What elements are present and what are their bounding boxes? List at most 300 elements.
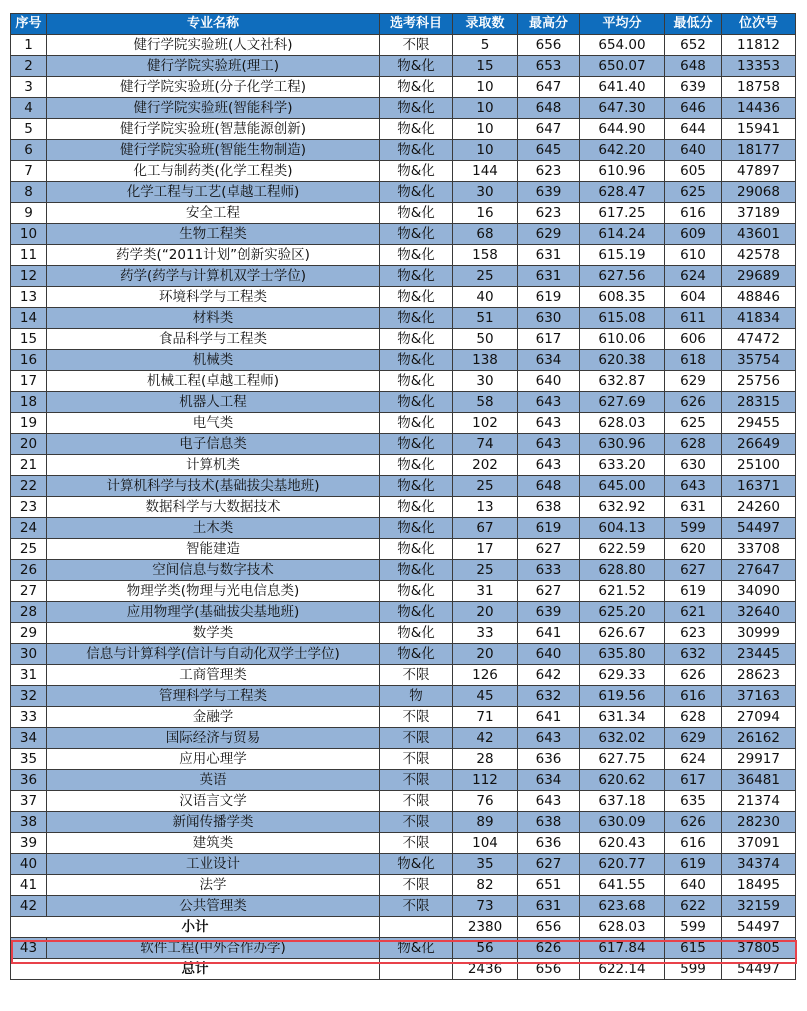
cell-rank: 42578 [722, 245, 796, 266]
cell-rank: 27647 [722, 560, 796, 581]
cell-avg: 641.55 [580, 875, 665, 896]
cell-index: 36 [11, 770, 47, 791]
cell-avg: 632.92 [580, 497, 665, 518]
cell-subjects: 物&化 [380, 77, 453, 98]
table-row [11, 98, 796, 119]
cell-avg: 630.09 [580, 812, 665, 833]
cell-avg: 627.56 [580, 266, 665, 287]
cell-min: 626 [665, 812, 722, 833]
cell-max: 636 [518, 833, 580, 854]
cell-major: 土木类 [47, 518, 380, 539]
cell-major: 机器人工程 [47, 392, 380, 413]
table-row [11, 266, 796, 287]
cell-major: 金融学 [47, 707, 380, 728]
cell-subjects: 物&化 [380, 392, 453, 413]
cell-max: 639 [518, 602, 580, 623]
cell-min: 610 [665, 245, 722, 266]
cell-count: 58 [453, 392, 518, 413]
cell-avg: 608.35 [580, 287, 665, 308]
cell-rank: 27094 [722, 707, 796, 728]
cell-major: 材料类 [47, 308, 380, 329]
cell-min: 599 [665, 518, 722, 539]
cell-min: 621 [665, 602, 722, 623]
table-row [11, 308, 796, 329]
cell-min: 617 [665, 770, 722, 791]
cell-count: 30 [453, 371, 518, 392]
col-index: 序号 [11, 14, 47, 35]
cell-count: 112 [453, 770, 518, 791]
cell-index: 28 [11, 602, 47, 623]
total-row [11, 959, 796, 980]
cell-major: 国际经济与贸易 [47, 728, 380, 749]
cell-major: 化工与制药类(化学工程类) [47, 161, 380, 182]
cell-count: 40 [453, 287, 518, 308]
cell-avg: 630.96 [580, 434, 665, 455]
cell-index: 9 [11, 203, 47, 224]
cell-major: 英语 [47, 770, 380, 791]
cell-rank: 36481 [722, 770, 796, 791]
subtotal-label: 小计 [11, 917, 380, 938]
cell-avg: 604.13 [580, 518, 665, 539]
cell-major: 健行学院实验班(理工) [47, 56, 380, 77]
cell-min: 625 [665, 182, 722, 203]
cell-rank: 21374 [722, 791, 796, 812]
table-row [11, 665, 796, 686]
cell-subjects: 物&化 [380, 224, 453, 245]
cell-count: 104 [453, 833, 518, 854]
cell-min: 609 [665, 224, 722, 245]
cell-max: 656 [518, 917, 580, 938]
cell-min: 604 [665, 287, 722, 308]
cell-major: 物理学类(物理与光电信息类) [47, 581, 380, 602]
cell-min: 626 [665, 392, 722, 413]
cell-count: 89 [453, 812, 518, 833]
cell-subjects: 物&化 [380, 245, 453, 266]
cell-min: 644 [665, 119, 722, 140]
table-row [11, 854, 796, 875]
col-rank: 位次号 [722, 14, 796, 35]
col-major: 专业名称 [47, 14, 380, 35]
cell-min: 623 [665, 623, 722, 644]
table-row [11, 287, 796, 308]
cell-rank: 29917 [722, 749, 796, 770]
cell-count: 126 [453, 665, 518, 686]
cell-index: 4 [11, 98, 47, 119]
cell-major: 健行学院实验班(分子化学工程) [47, 77, 380, 98]
cell-min: 643 [665, 476, 722, 497]
cell-major: 计算机类 [47, 455, 380, 476]
cell-max: 641 [518, 623, 580, 644]
cell-count: 20 [453, 602, 518, 623]
cell-rank: 41834 [722, 308, 796, 329]
cell-avg: 632.02 [580, 728, 665, 749]
cell-subjects: 不限 [380, 896, 453, 917]
cell-subjects: 物&化 [380, 371, 453, 392]
cell-avg: 625.20 [580, 602, 665, 623]
table-row [11, 350, 796, 371]
cell-major: 工商管理类 [47, 665, 380, 686]
cell-major: 空间信息与数字技术 [47, 560, 380, 581]
cell-subjects: 物&化 [380, 119, 453, 140]
cell-max: 651 [518, 875, 580, 896]
cell-index: 37 [11, 791, 47, 812]
cell-max: 643 [518, 728, 580, 749]
cell-subjects: 不限 [380, 35, 453, 56]
cell-max: 632 [518, 686, 580, 707]
cell-major: 健行学院实验班(智能科学) [47, 98, 380, 119]
cell-min: 606 [665, 329, 722, 350]
cell-max: 627 [518, 854, 580, 875]
cell-max: 638 [518, 497, 580, 518]
cell-subjects [380, 917, 453, 938]
table-row [11, 539, 796, 560]
cell-subjects: 物&化 [380, 455, 453, 476]
cell-major: 应用物理学(基础拔尖基地班) [47, 602, 380, 623]
cell-index: 15 [11, 329, 47, 350]
cell-count: 20 [453, 644, 518, 665]
cell-avg: 614.24 [580, 224, 665, 245]
cell-min: 616 [665, 833, 722, 854]
cell-avg: 615.19 [580, 245, 665, 266]
cell-min: 619 [665, 854, 722, 875]
cell-max: 639 [518, 182, 580, 203]
cell-index: 22 [11, 476, 47, 497]
table-row [11, 602, 796, 623]
cell-index: 42 [11, 896, 47, 917]
cell-subjects: 物&化 [380, 308, 453, 329]
cell-avg: 628.47 [580, 182, 665, 203]
cell-rank: 23445 [722, 644, 796, 665]
table-row [11, 329, 796, 350]
cell-avg: 620.77 [580, 854, 665, 875]
cell-index: 16 [11, 350, 47, 371]
cell-min: 605 [665, 161, 722, 182]
table-row [11, 791, 796, 812]
cell-major: 数学类 [47, 623, 380, 644]
cell-rank: 37189 [722, 203, 796, 224]
cell-index: 35 [11, 749, 47, 770]
cell-min: 620 [665, 539, 722, 560]
cell-rank: 15941 [722, 119, 796, 140]
cell-count: 31 [453, 581, 518, 602]
cell-index: 17 [11, 371, 47, 392]
table-row [11, 371, 796, 392]
cell-avg: 650.07 [580, 56, 665, 77]
cell-min: 630 [665, 455, 722, 476]
cell-count: 82 [453, 875, 518, 896]
cell-major: 电气类 [47, 413, 380, 434]
table-row [11, 749, 796, 770]
cell-rank: 13353 [722, 56, 796, 77]
cell-subjects: 物&化 [380, 56, 453, 77]
cell-min: 629 [665, 371, 722, 392]
cell-major: 电子信息类 [47, 434, 380, 455]
table-row [11, 224, 796, 245]
cell-avg: 632.87 [580, 371, 665, 392]
cell-rank: 37805 [722, 938, 796, 959]
cell-index: 2 [11, 56, 47, 77]
cell-max: 634 [518, 770, 580, 791]
cell-count: 51 [453, 308, 518, 329]
cell-max: 640 [518, 644, 580, 665]
table-row [11, 644, 796, 665]
cell-index: 6 [11, 140, 47, 161]
cell-min: 629 [665, 728, 722, 749]
cell-subjects: 物&化 [380, 623, 453, 644]
cell-subjects: 物&化 [380, 581, 453, 602]
cell-rank: 26649 [722, 434, 796, 455]
cell-count: 71 [453, 707, 518, 728]
cell-subjects: 物&化 [380, 854, 453, 875]
cell-rank: 25100 [722, 455, 796, 476]
cell-rank: 29068 [722, 182, 796, 203]
cell-index: 14 [11, 308, 47, 329]
cell-avg: 645.00 [580, 476, 665, 497]
cell-avg: 615.08 [580, 308, 665, 329]
cell-major: 法学 [47, 875, 380, 896]
cell-major: 健行学院实验班(智能生物制造) [47, 140, 380, 161]
cell-subjects: 不限 [380, 728, 453, 749]
cell-subjects: 物&化 [380, 644, 453, 665]
cell-rank: 35754 [722, 350, 796, 371]
cell-min: 626 [665, 665, 722, 686]
cell-min: 616 [665, 203, 722, 224]
cell-rank: 25756 [722, 371, 796, 392]
cell-count: 73 [453, 896, 518, 917]
cell-subjects: 物&化 [380, 476, 453, 497]
cell-max: 623 [518, 203, 580, 224]
table-row [11, 56, 796, 77]
table-row [11, 728, 796, 749]
table-row [11, 938, 796, 959]
cell-count: 13 [453, 497, 518, 518]
cell-max: 656 [518, 35, 580, 56]
cell-max: 640 [518, 371, 580, 392]
cell-count: 45 [453, 686, 518, 707]
cell-subjects: 物 [380, 686, 453, 707]
cell-count: 144 [453, 161, 518, 182]
cell-major: 机械工程(卓越工程师) [47, 371, 380, 392]
cell-subjects: 物&化 [380, 602, 453, 623]
table-row [11, 686, 796, 707]
cell-major: 管理科学与工程类 [47, 686, 380, 707]
cell-subjects: 不限 [380, 707, 453, 728]
cell-subjects: 物&化 [380, 413, 453, 434]
cell-index: 21 [11, 455, 47, 476]
table-row [11, 833, 796, 854]
table-row [11, 392, 796, 413]
cell-max: 623 [518, 161, 580, 182]
cell-avg: 637.18 [580, 791, 665, 812]
cell-count: 67 [453, 518, 518, 539]
cell-count: 5 [453, 35, 518, 56]
col-avg: 平均分 [580, 14, 665, 35]
cell-avg: 619.56 [580, 686, 665, 707]
cell-subjects: 物&化 [380, 329, 453, 350]
cell-count: 10 [453, 119, 518, 140]
cell-index: 27 [11, 581, 47, 602]
cell-major: 食品科学与工程类 [47, 329, 380, 350]
cell-subjects: 物&化 [380, 203, 453, 224]
cell-avg: 610.06 [580, 329, 665, 350]
cell-max: 643 [518, 413, 580, 434]
cell-max: 630 [518, 308, 580, 329]
cell-rank: 47472 [722, 329, 796, 350]
cell-avg: 633.20 [580, 455, 665, 476]
cell-avg: 610.96 [580, 161, 665, 182]
cell-min: 599 [665, 959, 722, 980]
cell-avg: 642.20 [580, 140, 665, 161]
cell-rank: 16371 [722, 476, 796, 497]
cell-avg: 622.14 [580, 959, 665, 980]
cell-rank: 24260 [722, 497, 796, 518]
cell-index: 10 [11, 224, 47, 245]
cell-min: 635 [665, 791, 722, 812]
table-row [11, 35, 796, 56]
cell-subjects: 物&化 [380, 266, 453, 287]
cell-rank: 34374 [722, 854, 796, 875]
cell-count: 76 [453, 791, 518, 812]
cell-count: 2380 [453, 917, 518, 938]
cell-index: 39 [11, 833, 47, 854]
cell-rank: 29689 [722, 266, 796, 287]
cell-subjects: 物&化 [380, 539, 453, 560]
cell-index: 1 [11, 35, 47, 56]
cell-avg: 622.59 [580, 539, 665, 560]
table-row [11, 623, 796, 644]
table-row [11, 707, 796, 728]
cell-avg: 620.43 [580, 833, 665, 854]
cell-index: 3 [11, 77, 47, 98]
cell-count: 35 [453, 854, 518, 875]
cell-index: 8 [11, 182, 47, 203]
cell-max: 627 [518, 539, 580, 560]
cell-avg: 628.03 [580, 413, 665, 434]
cell-max: 619 [518, 518, 580, 539]
table-row [11, 476, 796, 497]
cell-max: 647 [518, 77, 580, 98]
cell-min: 619 [665, 581, 722, 602]
cell-count: 50 [453, 329, 518, 350]
cell-rank: 54497 [722, 518, 796, 539]
cell-count: 10 [453, 98, 518, 119]
cell-min: 632 [665, 644, 722, 665]
cell-min: 624 [665, 749, 722, 770]
cell-count: 102 [453, 413, 518, 434]
cell-index: 40 [11, 854, 47, 875]
table-row [11, 161, 796, 182]
cell-count: 138 [453, 350, 518, 371]
cell-major: 数据科学与大数据技术 [47, 497, 380, 518]
cell-max: 633 [518, 560, 580, 581]
cell-max: 631 [518, 266, 580, 287]
cell-max: 656 [518, 959, 580, 980]
cell-count: 74 [453, 434, 518, 455]
cell-min: 640 [665, 875, 722, 896]
cell-min: 628 [665, 707, 722, 728]
cell-subjects: 物&化 [380, 287, 453, 308]
cell-rank: 11812 [722, 35, 796, 56]
cell-min: 639 [665, 77, 722, 98]
cell-avg: 644.90 [580, 119, 665, 140]
cell-avg: 620.62 [580, 770, 665, 791]
cell-count: 158 [453, 245, 518, 266]
cell-avg: 620.38 [580, 350, 665, 371]
cell-index: 7 [11, 161, 47, 182]
cell-index: 13 [11, 287, 47, 308]
cell-major: 软件工程(中外合作办学) [47, 938, 380, 959]
cell-avg: 626.67 [580, 623, 665, 644]
cell-subjects: 物&化 [380, 434, 453, 455]
cell-avg: 627.69 [580, 392, 665, 413]
cell-major: 建筑类 [47, 833, 380, 854]
cell-rank: 43601 [722, 224, 796, 245]
col-subjects: 选考科目 [380, 14, 453, 35]
cell-avg: 627.75 [580, 749, 665, 770]
table-row [11, 77, 796, 98]
cell-rank: 18177 [722, 140, 796, 161]
cell-avg: 617.84 [580, 938, 665, 959]
cell-subjects: 物&化 [380, 497, 453, 518]
table-row [11, 203, 796, 224]
cell-max: 643 [518, 434, 580, 455]
cell-avg: 631.34 [580, 707, 665, 728]
cell-max: 636 [518, 749, 580, 770]
cell-subjects: 物&化 [380, 161, 453, 182]
cell-subjects: 不限 [380, 812, 453, 833]
cell-rank: 54497 [722, 959, 796, 980]
cell-subjects: 物&化 [380, 140, 453, 161]
cell-index: 5 [11, 119, 47, 140]
cell-major: 化学工程与工艺(卓越工程师) [47, 182, 380, 203]
cell-subjects: 不限 [380, 833, 453, 854]
cell-index: 41 [11, 875, 47, 896]
cell-subjects: 物&化 [380, 560, 453, 581]
cell-min: 625 [665, 413, 722, 434]
cell-max: 617 [518, 329, 580, 350]
cell-max: 653 [518, 56, 580, 77]
cell-major: 新闻传播学类 [47, 812, 380, 833]
cell-count: 25 [453, 266, 518, 287]
cell-max: 642 [518, 665, 580, 686]
cell-min: 622 [665, 896, 722, 917]
cell-min: 631 [665, 497, 722, 518]
cell-subjects: 物&化 [380, 938, 453, 959]
cell-subjects: 不限 [380, 770, 453, 791]
cell-count: 15 [453, 56, 518, 77]
cell-index: 29 [11, 623, 47, 644]
cell-subjects: 物&化 [380, 518, 453, 539]
cell-major: 智能建造 [47, 539, 380, 560]
cell-max: 641 [518, 707, 580, 728]
cell-rank: 18758 [722, 77, 796, 98]
cell-rank: 28623 [722, 665, 796, 686]
table-row [11, 434, 796, 455]
header-row [11, 14, 796, 35]
cell-index: 38 [11, 812, 47, 833]
cell-rank: 28315 [722, 392, 796, 413]
cell-subjects: 不限 [380, 665, 453, 686]
cell-min: 624 [665, 266, 722, 287]
cell-count: 42 [453, 728, 518, 749]
cell-index: 11 [11, 245, 47, 266]
cell-rank: 14436 [722, 98, 796, 119]
cell-major: 公共管理类 [47, 896, 380, 917]
cell-count: 10 [453, 140, 518, 161]
cell-major: 信息与计算科学(信计与自动化双学士学位) [47, 644, 380, 665]
table-row [11, 518, 796, 539]
cell-major: 健行学院实验班(人文社科) [47, 35, 380, 56]
